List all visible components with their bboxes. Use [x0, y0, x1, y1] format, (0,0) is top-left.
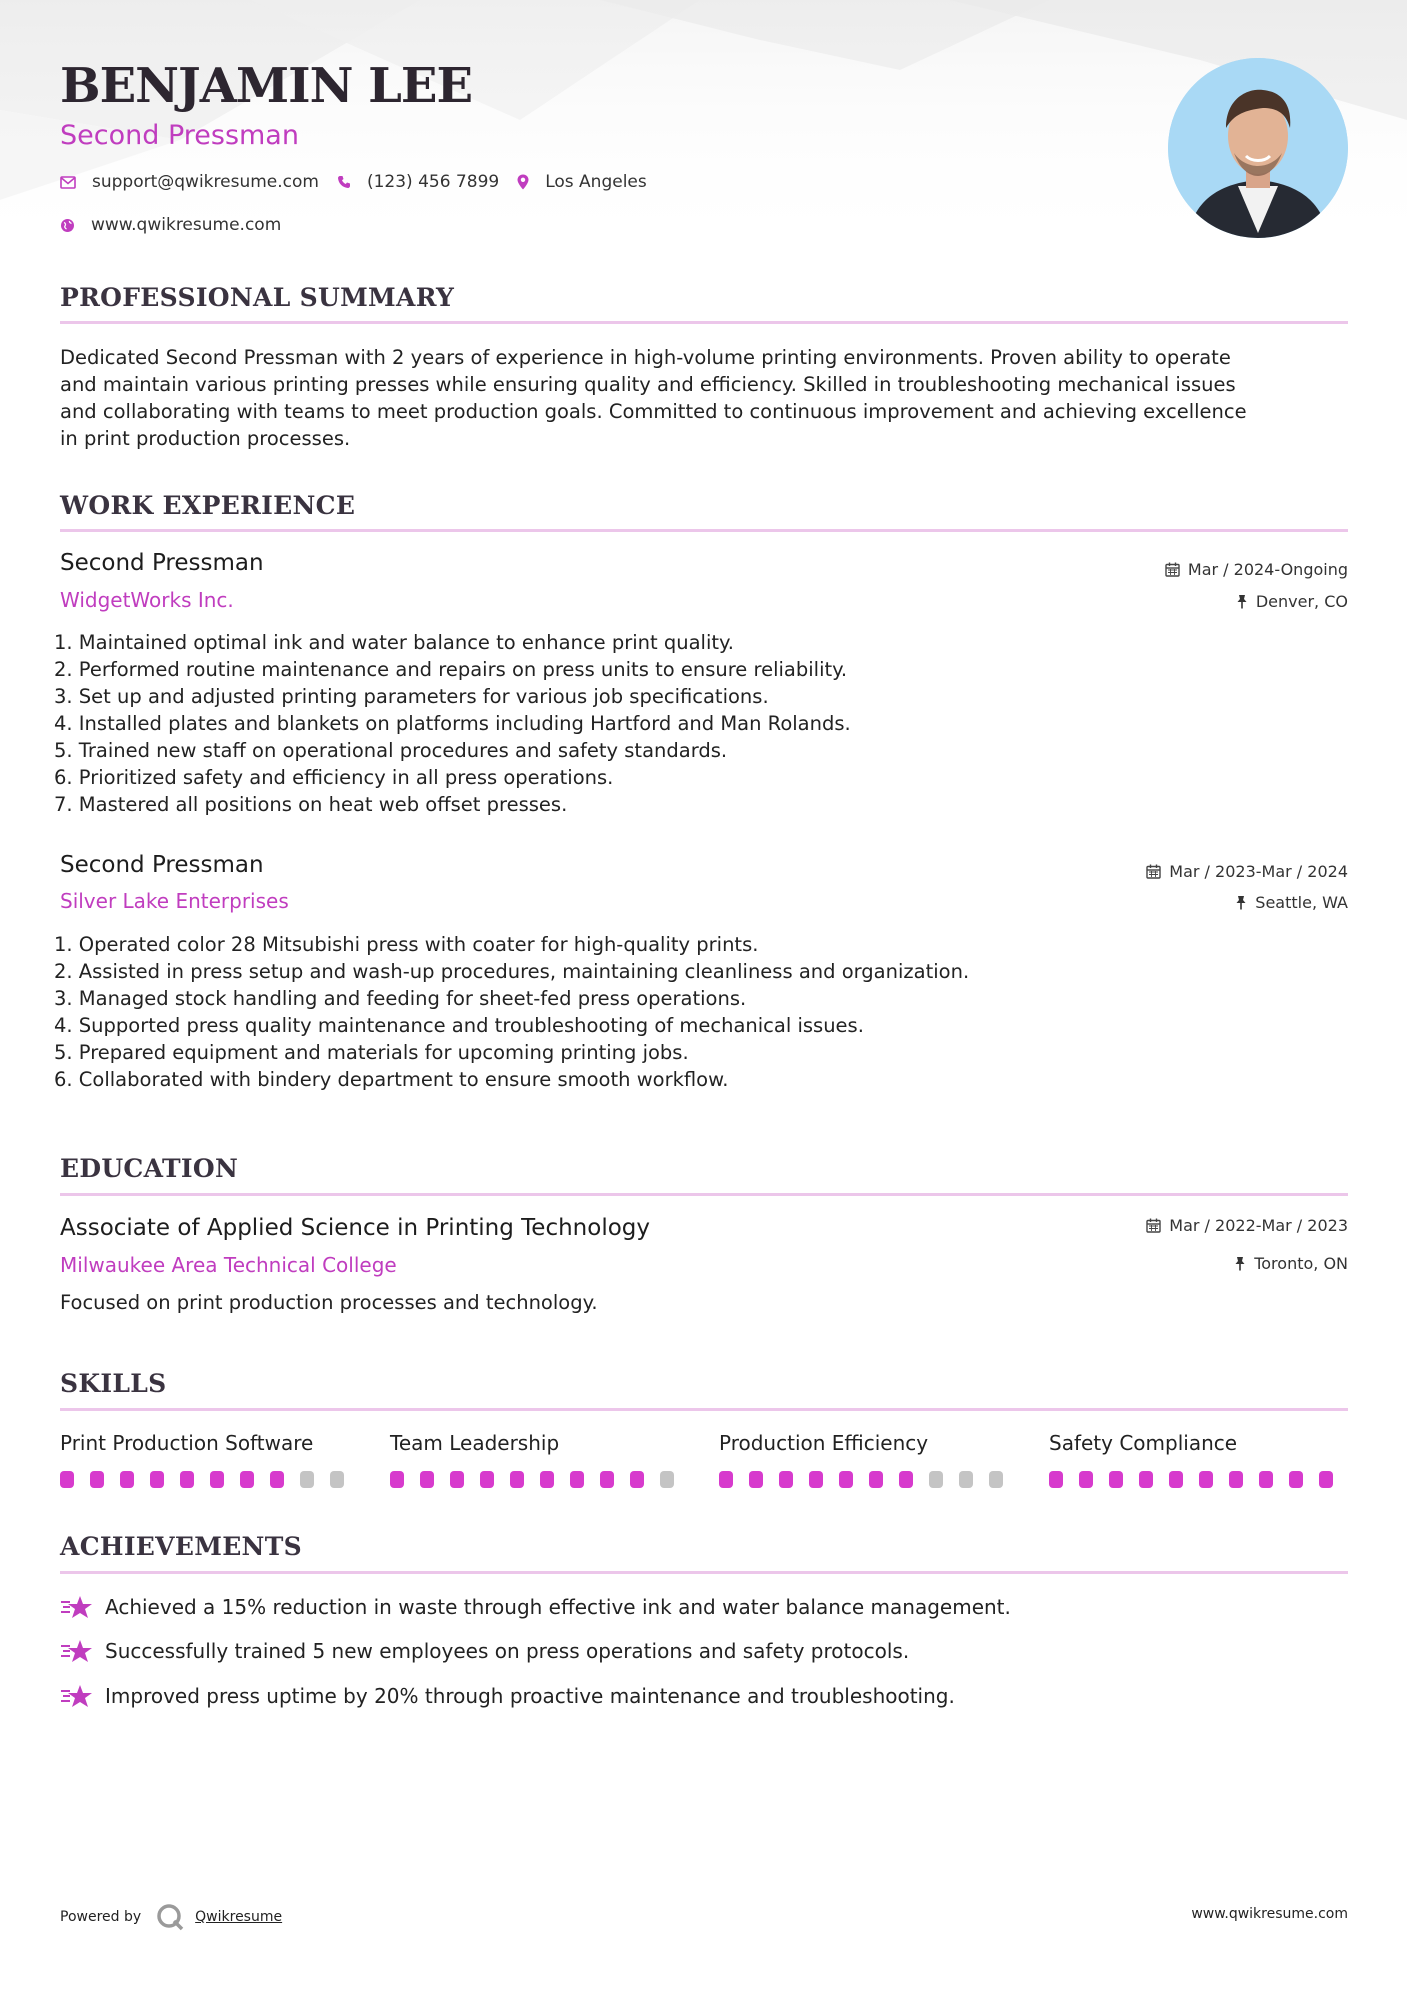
job-title: Second Pressman — [60, 852, 264, 878]
skill-rating — [719, 1471, 1019, 1488]
achievement-text: Achieved a 15% reduction in waste through effective ink and water balance management. — [105, 1595, 1011, 1619]
rating-dot-empty — [989, 1471, 1003, 1488]
job-location — [1235, 893, 1348, 912]
list-item: 1. Maintained optimal ink and water balance to enhance print quality. — [54, 631, 734, 654]
list-item: 1. Operated color 28 Mitsubishi press with coater for high-quality prints. — [54, 933, 759, 956]
phone-icon — [337, 175, 351, 189]
rating-dot-filled — [210, 1471, 224, 1488]
star-icon — [60, 1638, 93, 1664]
rating-dot-filled — [240, 1471, 254, 1488]
powered-by-label: Powered by — [60, 1909, 142, 1925]
rating-dot-filled — [570, 1471, 584, 1488]
location-item — [517, 172, 647, 192]
envelope-icon — [60, 176, 76, 189]
list-item: 7. Mastered all positions on heat web offset presses. — [54, 793, 568, 816]
list-item: 5. Trained new staff on operational procedures and safety standards. — [54, 739, 728, 762]
section-title-experience: WORK EXPERIENCE — [60, 491, 356, 520]
section-title-skills: SKILLS — [60, 1369, 167, 1398]
list-item: 4. Supported press quality maintenance and troubleshooting of mechanical issues. — [54, 1014, 864, 1037]
achievement-item — [60, 1683, 955, 1709]
section-divider — [60, 321, 1348, 324]
email-item[interactable] — [60, 172, 319, 192]
rating-dot-filled — [719, 1471, 733, 1488]
phone-item[interactable] — [337, 172, 499, 192]
achievement-text: Successfully trained 5 new employees on press operations and safety protocols. — [105, 1639, 910, 1663]
list-item: 4. Installed plates and blankets on platforms including Hartford and Man Rolands. — [54, 712, 851, 735]
email-text: support@qwikresume.com — [92, 172, 319, 192]
star-icon — [60, 1594, 93, 1620]
section-divider — [60, 1408, 1348, 1411]
list-item: 2. Assisted in press setup and wash-up procedures, maintaining cleanliness and organization. — [54, 960, 970, 983]
rating-dot-filled — [779, 1471, 793, 1488]
job-location — [1236, 592, 1348, 611]
job-title: Second Pressman — [60, 550, 264, 576]
job-location-text: Denver, CO — [1255, 592, 1348, 611]
rating-dot-filled — [120, 1471, 134, 1488]
skill-name: Production Efficiency — [719, 1431, 929, 1455]
rating-dot-empty — [660, 1471, 674, 1488]
rating-dot-filled — [420, 1471, 434, 1488]
summary-line: Dedicated Second Pressman with 2 years of experience in high-volume printing environments. Proven ability to operate — [60, 346, 1231, 369]
rating-dot-filled — [510, 1471, 524, 1488]
rating-dot-filled — [90, 1471, 104, 1488]
list-item: 6. Prioritized safety and efficiency in all press operations. — [54, 766, 614, 789]
rating-dot-filled — [839, 1471, 853, 1488]
job-dates — [1146, 862, 1348, 881]
job-dates-text: Mar / 2023-Mar / 2024 — [1169, 862, 1348, 881]
rating-dot-filled — [600, 1471, 614, 1488]
skill-name: Print Production Software — [60, 1431, 314, 1455]
rating-dot-filled — [1319, 1471, 1333, 1488]
section-title-summary: PROFESSIONAL SUMMARY — [60, 283, 455, 312]
skill-rating — [1049, 1471, 1349, 1488]
summary-text — [60, 344, 1348, 452]
section-title-education: EDUCATION — [60, 1154, 239, 1183]
profile-photo — [1168, 58, 1348, 238]
qwikresume-logo-icon — [155, 1902, 187, 1932]
candidate-name: BENJAMIN LEE — [60, 58, 473, 114]
job-bullets — [54, 629, 851, 818]
skill-item — [1049, 1431, 1349, 1488]
achievement-text: Improved press uptime by 20% through proactive maintenance and troubleshooting. — [105, 1684, 955, 1708]
candidate-role: Second Pressman — [60, 120, 299, 151]
rating-dot-filled — [899, 1471, 913, 1488]
pushpin-icon — [1235, 895, 1247, 910]
job-location-text: Seattle, WA — [1255, 893, 1348, 912]
rating-dot-filled — [1169, 1471, 1183, 1488]
avatar — [1168, 58, 1348, 238]
rating-dot-filled — [450, 1471, 464, 1488]
phone-text: (123) 456 7899 — [366, 172, 500, 192]
rating-dot-empty — [300, 1471, 314, 1488]
education-description: Focused on print production processes and technology. — [60, 1291, 598, 1314]
job-company: WidgetWorks Inc. — [60, 588, 234, 612]
achievement-item — [60, 1594, 1011, 1620]
education-location — [1234, 1254, 1348, 1273]
education-location-text: Toronto, ON — [1254, 1254, 1348, 1273]
education-dates-text: Mar / 2022-Mar / 2023 — [1169, 1216, 1348, 1235]
school-name: Milwaukee Area Technical College — [60, 1253, 397, 1277]
rating-dot-filled — [480, 1471, 494, 1488]
list-item: 3. Managed stock handling and feeding for sheet-fed press operations. — [54, 987, 747, 1010]
rating-dot-filled — [1259, 1471, 1273, 1488]
rating-dot-filled — [390, 1471, 404, 1488]
section-divider — [60, 1193, 1348, 1196]
location-text: Los Angeles — [545, 172, 647, 192]
rating-dot-filled — [869, 1471, 883, 1488]
map-pin-icon — [517, 174, 529, 190]
website-row — [60, 215, 299, 235]
rating-dot-filled — [1079, 1471, 1093, 1488]
achievement-item — [60, 1638, 909, 1664]
skill-name: Safety Compliance — [1049, 1431, 1238, 1455]
rating-dot-filled — [1049, 1471, 1063, 1488]
qwikresume-link[interactable]: Qwikresume — [195, 1909, 283, 1925]
summary-line: in print production processes. — [60, 427, 351, 450]
rating-dot-filled — [749, 1471, 763, 1488]
skill-rating — [60, 1471, 360, 1488]
job-dates — [1165, 560, 1348, 579]
rating-dot-filled — [809, 1471, 823, 1488]
rating-dot-filled — [150, 1471, 164, 1488]
rating-dot-filled — [1139, 1471, 1153, 1488]
section-divider — [60, 1571, 1348, 1574]
skill-name: Team Leadership — [390, 1431, 560, 1455]
website-item[interactable] — [60, 215, 281, 235]
star-icon — [60, 1683, 93, 1709]
rating-dot-filled — [180, 1471, 194, 1488]
rating-dot-empty — [959, 1471, 973, 1488]
website-text: www.qwikresume.com — [91, 215, 282, 235]
list-item: 6. Collaborated with bindery department to ensure smooth workflow. — [54, 1068, 729, 1091]
list-item: 5. Prepared equipment and materials for upcoming printing jobs. — [54, 1041, 689, 1064]
calendar-icon — [1146, 864, 1161, 879]
job-bullets — [54, 931, 969, 1093]
rating-dot-filled — [1289, 1471, 1303, 1488]
calendar-icon — [1146, 1218, 1161, 1233]
contact-row — [60, 172, 665, 192]
list-item: 3. Set up and adjusted printing parameters for various job specifications. — [54, 685, 769, 708]
rating-dot-filled — [270, 1471, 284, 1488]
globe-icon — [60, 218, 75, 233]
skill-item — [60, 1431, 360, 1488]
rating-dot-filled — [630, 1471, 644, 1488]
rating-dot-empty — [330, 1471, 344, 1488]
skill-rating — [390, 1471, 690, 1488]
summary-line: and collaborating with teams to meet production goals. Committed to continuous improvement and achieving excellence — [60, 400, 1247, 423]
degree-title: Associate of Applied Science in Printing Technology — [60, 1215, 651, 1241]
section-divider — [60, 529, 1348, 532]
job-company: Silver Lake Enterprises — [60, 889, 289, 913]
education-dates — [1146, 1216, 1348, 1235]
pushpin-icon — [1236, 594, 1248, 609]
footer-website[interactable]: www.qwikresume.com — [1191, 1906, 1348, 1922]
skill-item — [719, 1431, 1019, 1488]
footer-powered-by — [60, 1902, 282, 1932]
rating-dot-filled — [1229, 1471, 1243, 1488]
summary-line: and maintain various printing presses while ensuring quality and efficiency. Skilled in troubleshooting mechanical issues — [60, 373, 1236, 396]
list-item: 2. Performed routine maintenance and repairs on press units to ensure reliability. — [54, 658, 848, 681]
rating-dot-filled — [1109, 1471, 1123, 1488]
rating-dot-empty — [929, 1471, 943, 1488]
rating-dot-filled — [60, 1471, 74, 1488]
calendar-icon — [1165, 562, 1180, 577]
section-title-achievements: ACHIEVEMENTS — [60, 1532, 302, 1561]
skill-item — [390, 1431, 690, 1488]
rating-dot-filled — [540, 1471, 554, 1488]
pushpin-icon — [1234, 1256, 1246, 1271]
job-dates-text: Mar / 2024-Ongoing — [1187, 560, 1348, 579]
rating-dot-filled — [1199, 1471, 1213, 1488]
